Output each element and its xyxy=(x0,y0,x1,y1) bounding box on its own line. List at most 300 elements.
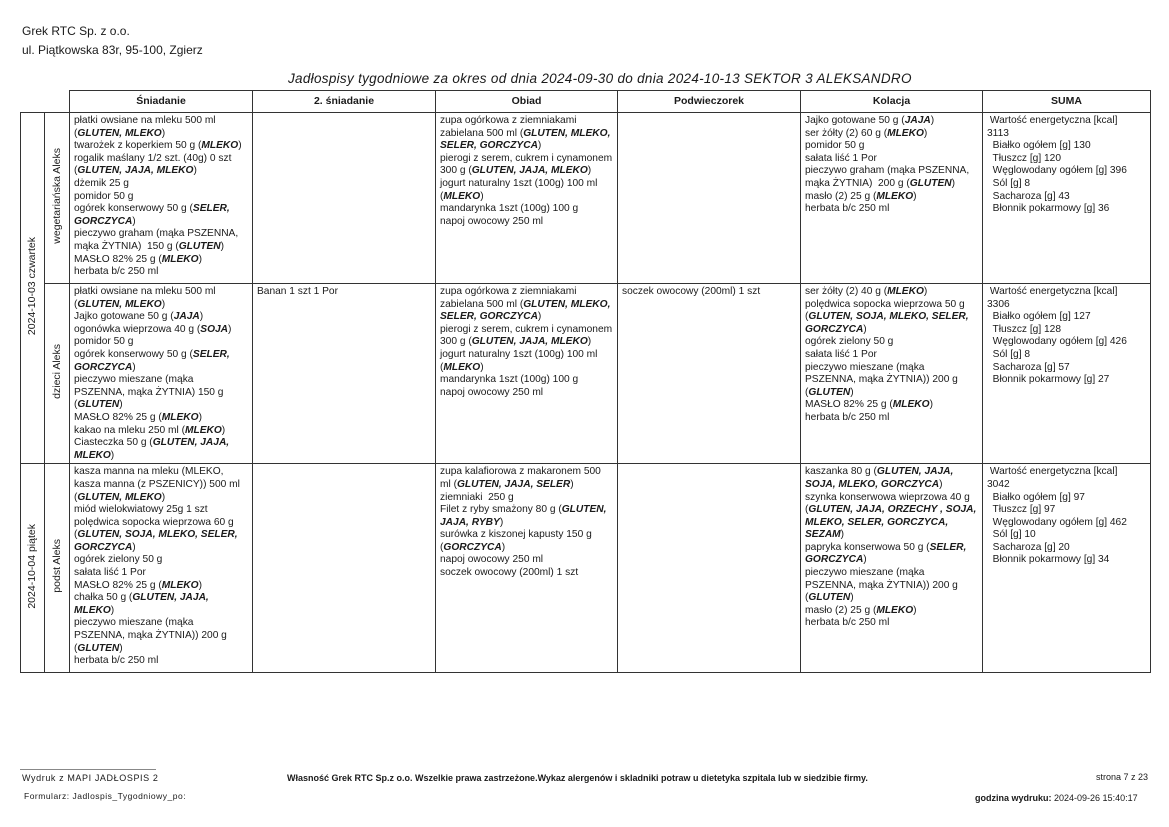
menu-line xyxy=(805,466,978,479)
menu-line xyxy=(74,412,248,425)
menu-line xyxy=(440,374,613,387)
menu-table xyxy=(20,90,1151,673)
diet-cell xyxy=(45,284,70,464)
menu-text: ) xyxy=(132,215,136,227)
menu-line xyxy=(74,216,248,229)
menu-line xyxy=(805,286,978,299)
menu-row xyxy=(21,464,1151,673)
allergen-text: MLEKO xyxy=(184,424,222,436)
print-time-value: 2024-09-26 15:40:17 xyxy=(1054,793,1138,803)
menu-text: mandarynka 1szt (100g) 100 g xyxy=(440,374,579,386)
menu-text: Tłuszcz [g] 128 xyxy=(987,323,1061,335)
menu-text: 3306 xyxy=(987,298,1010,310)
menu-text: ( xyxy=(74,529,78,541)
menu-text: Jajko gotowane 50 g ( xyxy=(74,311,174,323)
menu-text: ) xyxy=(499,516,504,528)
menu-text: ) xyxy=(221,424,226,436)
menu-text: ) xyxy=(939,478,943,490)
menu-text: Sól [g] 10 xyxy=(987,529,1036,541)
menu-line xyxy=(440,115,613,128)
menu-text: kasza manna (z PSZENICY)) 500 ml xyxy=(74,478,240,490)
menu-text: masło (2) 25 g ( xyxy=(805,190,877,202)
menu-text: Tłuszcz [g] 97 xyxy=(987,504,1056,516)
menu-line xyxy=(440,336,613,349)
allergen-text: SOJA, MLEKO, GORCZYCA xyxy=(805,478,940,490)
menu-line xyxy=(805,554,978,567)
menu-line xyxy=(805,529,978,542)
menu-line xyxy=(257,286,431,299)
allergen-text: GLUTEN xyxy=(909,177,952,189)
allergen-text: GLUTEN, JAJA, SELER xyxy=(456,478,571,490)
supper-cell xyxy=(801,284,983,464)
menu-text: soczek owocowy (200ml) 1 szt xyxy=(440,567,579,579)
menu-row xyxy=(21,284,1151,464)
menu-text: polędwica sopocka wieprzowa 60 g xyxy=(74,516,234,528)
menu-text: ( xyxy=(805,386,809,398)
menu-line xyxy=(440,191,613,204)
menu-text: soczek owocowy (200ml) 1 szt xyxy=(622,286,761,297)
menu-text: Sól [g] 8 xyxy=(987,348,1031,360)
col-header-lunch: Obiad xyxy=(436,91,618,113)
menu-text: ogórek zielony 50 g xyxy=(74,554,163,566)
menu-line xyxy=(74,165,248,178)
allergen-text: MLEKO, SELER, GORCZYCA, xyxy=(805,516,949,528)
menu-line xyxy=(987,362,1146,375)
menu-text: ) xyxy=(923,286,928,297)
menu-line xyxy=(74,254,248,267)
menu-line xyxy=(805,362,978,375)
allergen-text: GLUTEN, SOJA, MLEKO, SELER, xyxy=(77,529,238,541)
menu-text: 3042 xyxy=(987,478,1010,490)
menu-line xyxy=(987,128,1146,141)
menu-text: MASŁO 82% 25 g ( xyxy=(805,399,893,411)
menu-text: ) xyxy=(220,240,225,252)
allergen-text: GLUTEN, MLEKO, xyxy=(523,298,611,310)
menu-line xyxy=(74,529,248,542)
menu-line xyxy=(805,605,978,618)
menu-text: Sacharoza [g] 57 xyxy=(987,361,1070,373)
menu-line xyxy=(74,228,248,241)
menu-line xyxy=(987,517,1146,530)
allergen-text: GLUTEN, SOJA, MLEKO, SELER, xyxy=(808,311,969,323)
menu-text: ogonówka wieprzowa 40 g ( xyxy=(74,323,201,335)
allergen-text: MLEKO xyxy=(74,604,111,616)
menu-line xyxy=(987,324,1146,337)
diet-label: wegetariańska Aleks xyxy=(50,147,63,244)
menu-text: ogórek konserwowy 50 g ( xyxy=(74,348,193,360)
menu-line xyxy=(440,216,613,229)
menu-line xyxy=(440,178,613,191)
col-header-afternoon-snack: Podwieczorek xyxy=(618,91,801,113)
allergen-text: JAJA xyxy=(904,115,931,126)
menu-text: pomidor 50 g xyxy=(74,190,134,202)
allergen-text: GORCZYCA xyxy=(74,541,133,553)
menu-text: herbata b/c 250 ml xyxy=(74,655,159,667)
allergen-text: GLUTEN, xyxy=(561,504,607,516)
menu-line xyxy=(74,425,248,438)
menu-line xyxy=(74,504,248,517)
allergen-text: JAJA xyxy=(173,311,200,323)
menu-text: ) xyxy=(850,386,854,398)
menu-text: PSZENNA, mąka ŻYTNIA)) 200 g xyxy=(805,374,958,386)
menu-line xyxy=(74,241,248,254)
menu-text: Węglowodany ogółem [g] 462 xyxy=(987,516,1127,528)
menu-line xyxy=(805,165,978,178)
menu-line xyxy=(987,554,1146,567)
menu-line xyxy=(74,387,248,400)
menu-line xyxy=(987,542,1146,555)
menu-line xyxy=(440,542,613,555)
menu-text: jogurt naturalny 1szt (100g) 100 ml xyxy=(440,348,598,360)
menu-line xyxy=(74,286,248,299)
menu-text: dżemik 25 g xyxy=(74,177,129,189)
menu-text: ) xyxy=(863,323,867,335)
menu-text: mandarynka 1szt (100g) 100 g xyxy=(440,203,579,215)
allergen-text: GLUTEN xyxy=(178,240,221,252)
second-breakfast-cell xyxy=(253,464,436,673)
menu-text: ) xyxy=(863,554,867,566)
menu-line xyxy=(987,466,1146,479)
menu-line xyxy=(440,529,613,542)
menu-text: surówka z kiszonej kapusty 150 g xyxy=(440,529,592,541)
footer-print-time xyxy=(975,793,1138,803)
menu-text: ) xyxy=(119,642,123,654)
footer-page-number: strona 7 z 23 xyxy=(1096,772,1149,782)
menu-line xyxy=(805,592,978,605)
menu-text: kasza manna na mleku (MLEKO, xyxy=(74,466,224,478)
menu-text: ) xyxy=(198,411,202,423)
menu-text: ) xyxy=(537,311,542,323)
menu-text: ) xyxy=(840,529,845,541)
lunch-cell xyxy=(436,284,618,464)
menu-line xyxy=(74,336,248,349)
allergen-text: GLUTEN, JAJA, MLEKO xyxy=(471,165,588,177)
menu-line xyxy=(74,492,248,505)
menu-line xyxy=(987,153,1146,166)
menu-text: ) xyxy=(951,177,956,189)
menu-text: herbata b/c 250 ml xyxy=(805,203,890,215)
menu-text: ) xyxy=(923,127,928,139)
supper-cell xyxy=(801,113,983,284)
company-name: Grek RTC Sp. z o.o. xyxy=(22,24,130,38)
allergen-text: GORCZYCA xyxy=(74,215,133,227)
corner-cell xyxy=(21,91,70,113)
diet-cell xyxy=(45,113,70,284)
menu-line xyxy=(74,311,248,324)
menu-text: kaszanka 80 g ( xyxy=(805,466,877,478)
menu-text: Sacharoza [g] 43 xyxy=(987,190,1070,202)
menu-line xyxy=(440,286,613,299)
menu-line xyxy=(74,655,248,668)
allergen-text: MLEKO xyxy=(876,604,914,616)
menu-text: ) xyxy=(198,253,202,265)
footer-ownership: Własność Grek RTC Sp.z o.o. Wszelkie prawa zastrzeżone.Wykaz alergenów i skladniki potraw u dietetyka szpitala lub w siedzibie firmy. xyxy=(287,773,868,783)
menu-line xyxy=(805,128,978,141)
menu-text: ) xyxy=(570,478,574,490)
menu-text: ) xyxy=(913,604,917,616)
menu-text: twarożek z koperkiem 50 g ( xyxy=(74,140,202,152)
menu-text: ) xyxy=(119,399,123,411)
menu-line xyxy=(805,349,978,362)
menu-text: pieczywo mieszane (mąka xyxy=(74,617,194,629)
menu-text: jogurt naturalny 1szt (100g) 100 ml xyxy=(440,177,598,189)
footer-form: Formularz: Jadlospis_Tygodniowy_po: xyxy=(24,791,187,801)
menu-line xyxy=(987,165,1146,178)
menu-text: ser żółty (2) 40 g ( xyxy=(805,286,888,297)
menu-text: ) xyxy=(480,190,484,202)
menu-line xyxy=(74,466,248,479)
allergen-text: GLUTEN, JAJA, xyxy=(876,466,954,478)
afternoon-snack-cell xyxy=(618,464,801,673)
menu-line xyxy=(74,517,248,530)
menu-text: ( xyxy=(74,165,78,177)
menu-text: zabielana 500 ml ( xyxy=(440,298,524,310)
menu-line xyxy=(440,517,613,530)
menu-text: herbata b/c 250 ml xyxy=(805,411,890,423)
allergen-text: GORCZYCA xyxy=(443,541,502,553)
menu-text: Filet z ryby smażony 80 g ( xyxy=(440,504,562,516)
menu-line xyxy=(74,140,248,153)
menu-row xyxy=(21,113,1151,284)
menu-text: Tłuszcz [g] 120 xyxy=(987,152,1061,164)
menu-line xyxy=(805,203,978,216)
afternoon-snack-cell xyxy=(618,284,801,464)
menu-line xyxy=(74,542,248,555)
menu-line xyxy=(805,299,978,312)
menu-text: ) xyxy=(238,140,242,152)
menu-line xyxy=(987,203,1146,216)
menu-text: napoj owocowy 250 ml xyxy=(440,554,544,566)
breakfast-cell xyxy=(70,464,253,673)
menu-line xyxy=(440,504,613,517)
menu-text: ) xyxy=(132,541,136,553)
menu-text: ogórek zielony 50 g xyxy=(805,336,894,348)
menu-text: ) xyxy=(198,579,202,591)
company-address: ul. Piątkowska 83r, 95-100, Zgierz xyxy=(22,43,203,57)
menu-text: płatki owsiane na mleku 500 ml xyxy=(74,115,216,126)
menu-text: ) xyxy=(537,140,542,152)
menu-line xyxy=(622,286,796,299)
menu-line xyxy=(805,324,978,337)
menu-line xyxy=(805,580,978,593)
menu-text: pieczywo graham (mąka PSZENNA, xyxy=(74,228,239,240)
menu-text: polędwica sopocka wieprzowa 50 g xyxy=(805,298,965,310)
menu-line xyxy=(805,153,978,166)
menu-text: ( xyxy=(74,127,78,139)
menu-text: ) xyxy=(193,165,197,177)
menu-line xyxy=(805,387,978,400)
diet-label: dzieci Aleks xyxy=(50,343,63,399)
menu-text: mąka ŻYTNIA) 200 g ( xyxy=(805,177,910,189)
menu-line xyxy=(74,178,248,191)
menu-text: MASŁO 82% 25 g ( xyxy=(74,579,162,591)
menu-text: Sól [g] 8 xyxy=(987,177,1031,189)
menu-text: ) xyxy=(161,127,166,139)
menu-line xyxy=(74,554,248,567)
menu-line xyxy=(987,336,1146,349)
menu-text: papryka konserwowa 50 g ( xyxy=(805,541,930,553)
document-title: Jadłospisy tygodniowe za okres od dnia 2024-09-30 do dnia 2024-10-13 SEKTOR 3 ALEKSANDRO xyxy=(288,71,912,86)
menu-line xyxy=(805,567,978,580)
menu-line xyxy=(987,349,1146,362)
menu-text: MASŁO 82% 25 g ( xyxy=(74,253,162,265)
menu-text: ( xyxy=(440,541,444,553)
menu-text: Banan 1 szt 1 Por xyxy=(257,286,338,297)
menu-line xyxy=(440,140,613,153)
menu-line xyxy=(805,504,978,517)
menu-text: ) xyxy=(110,604,115,616)
allergen-text: MLEKO xyxy=(161,579,199,591)
date-label: 2024-10-04 piątek xyxy=(26,523,39,609)
menu-text: ziemniaki 250 g xyxy=(440,491,514,503)
menu-text: Białko ogółem [g] 130 xyxy=(987,140,1091,152)
allergen-text: GLUTEN, MLEKO, xyxy=(523,127,611,139)
menu-line xyxy=(440,165,613,178)
menu-line xyxy=(987,492,1146,505)
menu-line xyxy=(74,592,248,605)
menu-text: ) xyxy=(587,336,592,348)
allergen-text: GLUTEN, MLEKO xyxy=(77,491,162,503)
menu-line xyxy=(987,286,1146,299)
menu-line xyxy=(805,412,978,425)
allergen-text: GLUTEN xyxy=(77,399,120,411)
allergen-text: MLEKO xyxy=(892,399,930,411)
menu-text: chałka 50 g ( xyxy=(74,592,133,604)
menu-text: masło (2) 25 g ( xyxy=(805,604,877,616)
diet-label: podst Aleks xyxy=(50,539,63,593)
footer-printout: Wydruk z MAPI JADŁOSPIS 2 xyxy=(22,773,159,783)
menu-text: ogórek konserwowy 50 g ( xyxy=(74,203,193,215)
menu-text: PSZENNA, mąka ŻYTNIA)) 200 g xyxy=(805,579,958,591)
allergen-text: SELER, GORCZYCA xyxy=(440,140,538,152)
menu-line xyxy=(987,504,1146,517)
menu-line xyxy=(987,140,1146,153)
menu-line xyxy=(74,362,248,375)
allergen-text: GLUTEN, JAJA, xyxy=(152,437,230,449)
menu-text: ) xyxy=(228,323,232,335)
allergen-text: MLEKO xyxy=(443,190,481,202)
menu-line xyxy=(74,567,248,580)
allergen-text: GLUTEN, JAJA, ORZECHY , SOJA, xyxy=(808,504,977,516)
menu-text: ser żółty (2) 60 g ( xyxy=(805,127,888,139)
menu-text: ) xyxy=(161,298,166,310)
menu-line xyxy=(440,153,613,166)
menu-text: pieczywo mieszane (mąka xyxy=(74,374,194,386)
menu-text: Błonnik pokarmowy [g] 36 xyxy=(987,203,1110,215)
allergen-text: MLEKO xyxy=(876,190,914,202)
allergen-text: MLEKO xyxy=(161,253,199,265)
breakfast-cell xyxy=(70,284,253,464)
menu-line xyxy=(805,336,978,349)
col-header-supper: Kolacja xyxy=(801,91,983,113)
menu-text: Wartość energetyczna [kcal] xyxy=(987,466,1118,478)
menu-text: ( xyxy=(440,190,444,202)
afternoon-snack-cell xyxy=(618,113,801,284)
menu-line xyxy=(74,266,248,279)
menu-text: ( xyxy=(805,504,809,516)
menu-text: napoj owocowy 250 ml xyxy=(440,215,544,227)
footer-rule xyxy=(20,769,156,770)
menu-line xyxy=(440,466,613,479)
menu-line xyxy=(440,554,613,567)
diet-cell xyxy=(45,464,70,673)
menu-text: ) xyxy=(199,311,204,323)
menu-line xyxy=(74,324,248,337)
allergen-text: SEZAM xyxy=(805,529,841,541)
menu-text: zupa ogórkowa z ziemniakami xyxy=(440,286,577,297)
sum-cell xyxy=(983,284,1151,464)
menu-text: Wartość energetyczna [kcal] xyxy=(987,115,1118,126)
allergen-text: SELER, GORCZYCA xyxy=(440,311,538,323)
sum-cell xyxy=(983,464,1151,673)
allergen-text: GLUTEN, MLEKO xyxy=(77,298,162,310)
menu-text: 3113 xyxy=(987,127,1009,139)
menu-text: Węglowodany ogółem [g] 426 xyxy=(987,336,1127,348)
menu-text: ) xyxy=(480,361,484,373)
menu-line xyxy=(805,479,978,492)
menu-text: Wartość energetyczna [kcal] xyxy=(987,286,1118,297)
allergen-text: GORCZYCA xyxy=(805,323,864,335)
menu-text: herbata b/c 250 ml xyxy=(74,266,159,278)
menu-text: MASŁO 82% 25 g ( xyxy=(74,411,162,423)
allergen-text: GORCZYCA xyxy=(74,361,133,373)
allergen-text: SOJA xyxy=(200,323,229,335)
menu-line xyxy=(805,140,978,153)
menu-text: miód wielokwiatowy 25g 1 szt xyxy=(74,504,208,516)
allergen-text: SELER, xyxy=(929,541,967,553)
menu-text: ml ( xyxy=(440,478,457,490)
menu-text: ) xyxy=(587,165,592,177)
menu-text: sałata liść 1 Por xyxy=(74,567,146,579)
date-label: 2024-10-03 czwartek xyxy=(26,236,39,335)
menu-line xyxy=(440,128,613,141)
menu-line xyxy=(74,299,248,312)
menu-text: rogalik maślany 1/2 szt. (40g) 0 szt xyxy=(74,152,232,164)
menu-text: ( xyxy=(440,361,444,373)
menu-line xyxy=(74,374,248,387)
menu-line xyxy=(805,191,978,204)
menu-text: ( xyxy=(74,399,78,411)
menu-text: Białko ogółem [g] 127 xyxy=(987,311,1091,323)
menu-line xyxy=(74,450,248,463)
menu-text: ) xyxy=(161,491,166,503)
menu-line xyxy=(805,311,978,324)
menu-line xyxy=(74,479,248,492)
menu-text: kakao na mleku 250 ml ( xyxy=(74,424,185,436)
sum-cell xyxy=(983,113,1151,284)
menu-text: ) xyxy=(913,190,917,202)
menu-text: ) xyxy=(850,592,854,604)
menu-line xyxy=(805,178,978,191)
menu-text: 300 g ( xyxy=(440,165,472,177)
allergen-text: GLUTEN xyxy=(77,642,120,654)
menu-line xyxy=(74,399,248,412)
menu-text: pierogi z serem, cukrem i cynamonem xyxy=(440,152,613,164)
menu-line xyxy=(440,324,613,337)
menu-line xyxy=(74,115,248,128)
allergen-text: MLEKO xyxy=(201,140,239,152)
menu-text: pomidor 50 g xyxy=(805,140,865,152)
menu-text: herbata b/c 250 ml xyxy=(805,617,890,629)
header-row xyxy=(21,91,1151,113)
menu-line xyxy=(440,492,613,505)
allergen-text: GORCZYCA xyxy=(805,554,864,566)
allergen-text: SELER, xyxy=(192,203,230,215)
col-header-breakfast: Śniadanie xyxy=(70,91,253,113)
menu-text: zabielana 500 ml ( xyxy=(440,127,524,139)
menu-text: zupa kalafiorowa z makaronem 500 xyxy=(440,466,601,478)
allergen-text: GLUTEN, JAJA, MLEKO xyxy=(77,165,194,177)
